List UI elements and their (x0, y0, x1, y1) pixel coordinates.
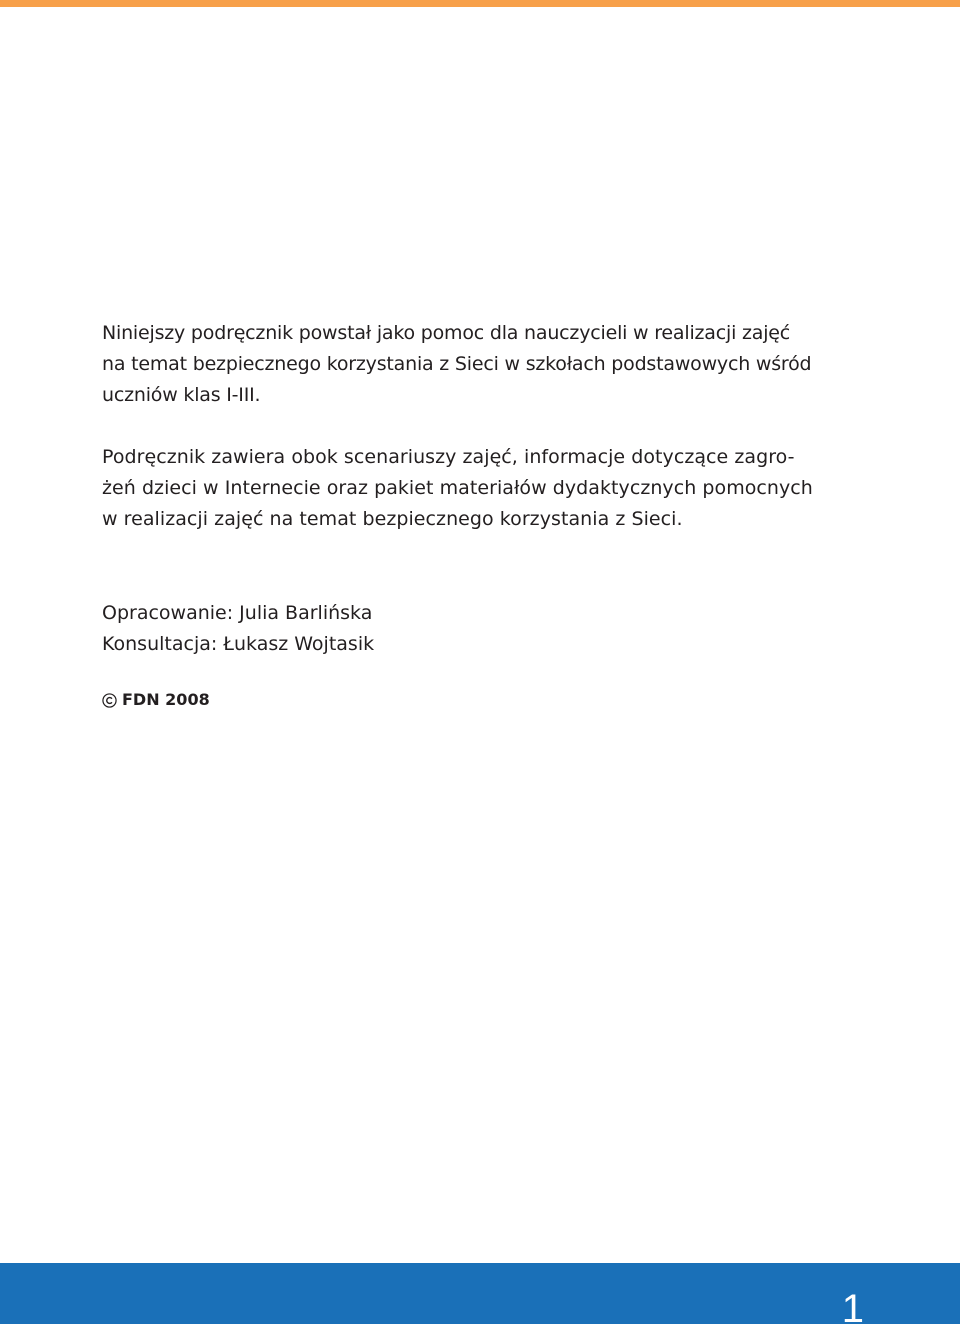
author-credit: Opracowanie: Julia Barlińska (102, 602, 373, 624)
copyright-text: FDN 2008 (122, 690, 210, 709)
description-paragraph: Podręcznik zawiera obok scenariuszy zajęć, informacje dotyczące zagro- żeń dzieci w Internecie oraz pakiet materiałów dydaktycznych pomocnych w realizacji zajęć na temat bezpiecznego korzystania z Sieci. (102, 446, 813, 530)
copyright-icon (102, 693, 117, 708)
page-number: 1 (841, 1287, 864, 1324)
bottom-footer-bar (0, 1263, 960, 1324)
intro-paragraph: Niniejszy podręcznik powstał jako pomoc dla nauczycieli w realizacji zajęć na temat bezpiecznego korzystania z Sieci w szkołach podstawowych wśród uczniów klas I-III. (102, 322, 812, 406)
top-accent-bar (0, 0, 960, 7)
credits-block (102, 598, 872, 660)
page-content (102, 318, 872, 712)
consultant-credit: Konsultacja: Łukasz Wojtasik (102, 633, 375, 655)
copyright-notice (102, 688, 872, 712)
